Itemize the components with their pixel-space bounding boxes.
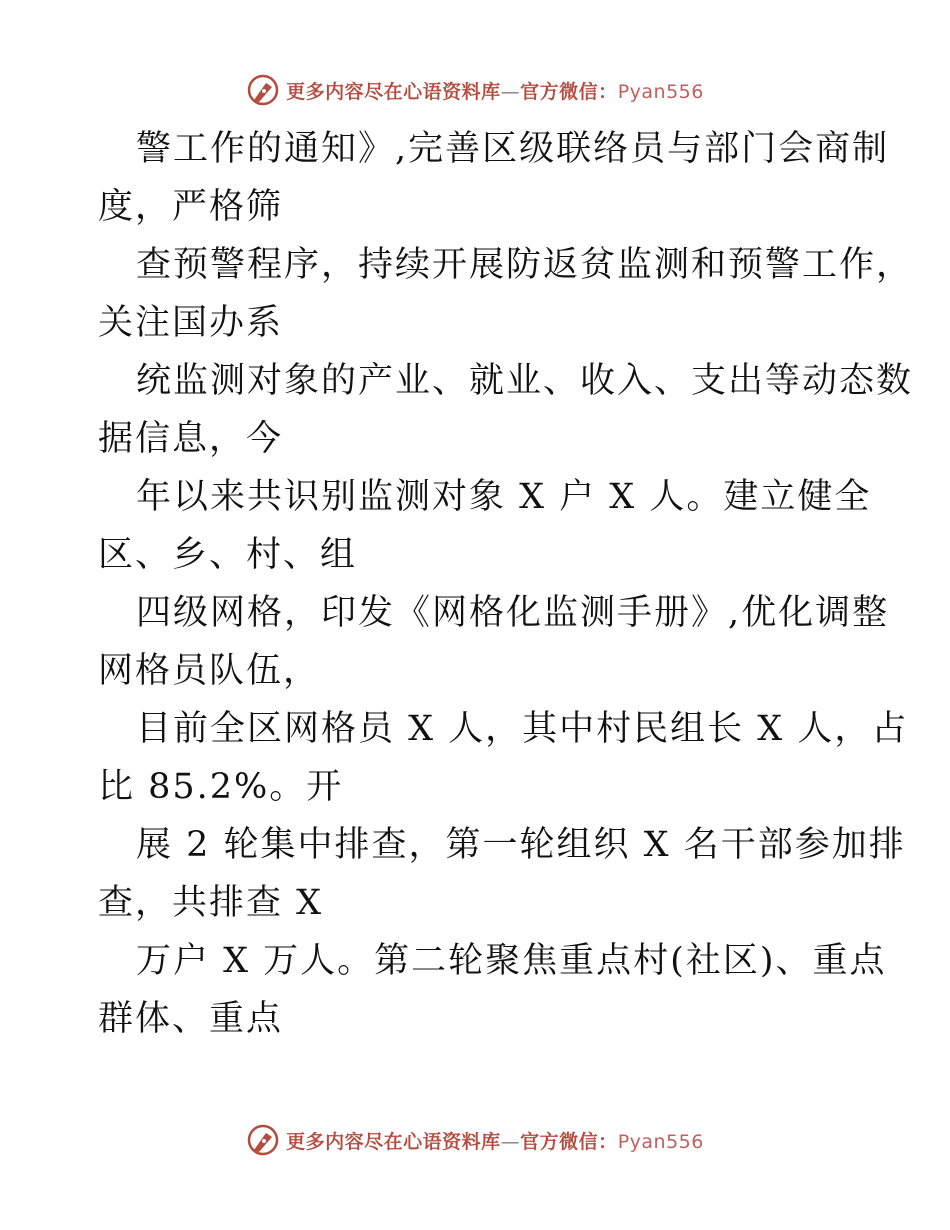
paragraph-line: 群体、重点	[98, 999, 284, 1039]
paragraph-line: 统监测对象的产业、就业、收入、支出等动态数	[136, 361, 914, 401]
paragraph-line: 据信息，今	[98, 419, 284, 459]
header-watermark	[0, 70, 950, 110]
paragraph-line: 区、乡、村、组	[98, 535, 358, 575]
watermark-label: 官方微信：	[520, 1130, 618, 1153]
watermark-label: 官方微信：	[520, 80, 618, 103]
paragraph	[98, 468, 872, 584]
pen-nib-circle-icon	[246, 1123, 280, 1157]
watermark-text	[286, 1127, 704, 1154]
paragraph-line: 度，严格筛	[98, 187, 284, 227]
paragraph	[98, 816, 906, 932]
paragraph-line: 关注国办系	[98, 303, 284, 343]
paragraph	[98, 932, 887, 1048]
pen-nib-circle-icon	[246, 73, 280, 107]
paragraph	[98, 700, 909, 816]
paragraph	[98, 236, 914, 352]
paragraph-line: 警工作的通知》,完善区级联络员与部门会商制	[136, 129, 890, 169]
footer-watermark	[0, 1120, 950, 1160]
watermark-text	[286, 77, 704, 104]
watermark-account: Pyan556	[617, 80, 704, 103]
paragraph-line: 目前全区网格员 X 人，其中村民组长 X 人，占	[136, 709, 909, 749]
paragraph	[98, 584, 890, 700]
document-body	[98, 120, 914, 1048]
watermark-separator: —	[500, 80, 521, 103]
watermark-separator: —	[500, 1130, 521, 1153]
paragraph-line: 万户 X 万人。第二轮聚焦重点村(社区)、重点	[136, 941, 887, 981]
paragraph-line: 网格员队伍，	[98, 651, 321, 691]
paragraph	[98, 352, 914, 468]
paragraph-line: 展 2 轮集中排查，第一轮组织 X 名干部参加排	[136, 825, 906, 865]
paragraph-line: 查预警程序，持续开展防返贫监测和预警工作，	[136, 245, 914, 285]
watermark-account: Pyan556	[617, 1130, 704, 1153]
watermark-brand: 更多内容尽在心语资料库	[286, 1130, 501, 1153]
paragraph-line: 年以来共识别监测对象 X 户 X 人。建立健全	[136, 477, 872, 517]
paragraph	[98, 120, 890, 236]
paragraph-line: 四级网格，印发《网格化监测手册》,优化调整	[136, 593, 890, 633]
paragraph-line: 比 85.2%。开	[98, 767, 344, 807]
watermark-brand: 更多内容尽在心语资料库	[286, 80, 501, 103]
paragraph-line: 查，共排查 X	[98, 883, 324, 923]
